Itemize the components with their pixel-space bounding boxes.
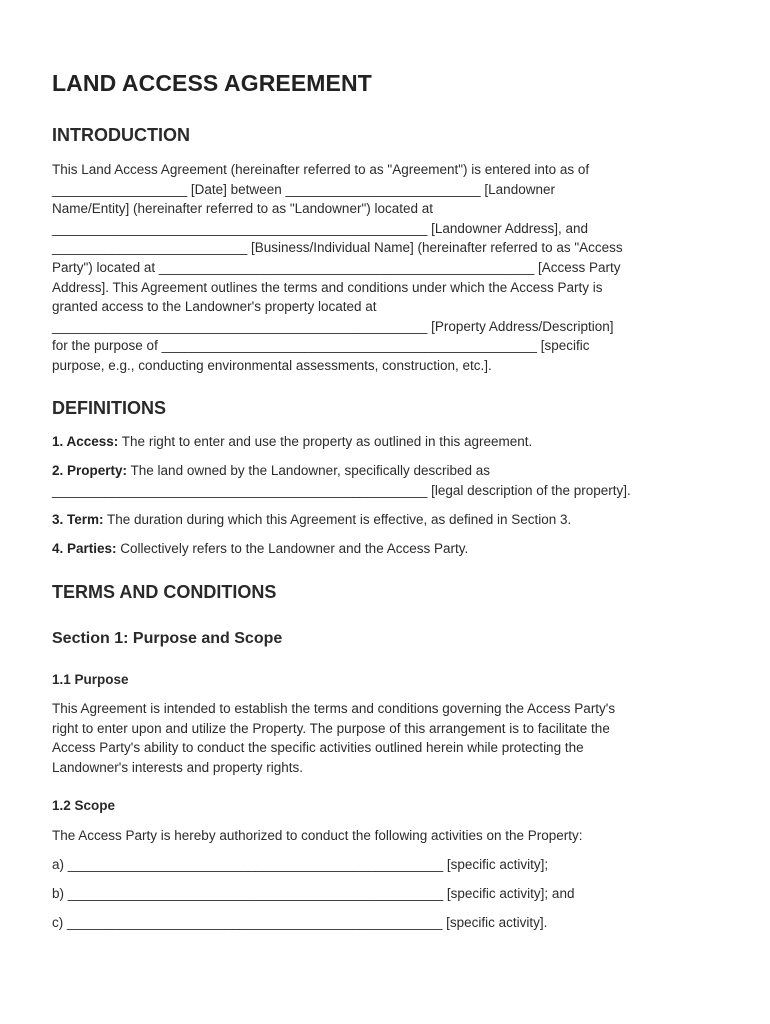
purpose-heading: 1.1 Purpose bbox=[52, 672, 129, 687]
definition-text: The land owned by the Landowner, specifically described as bbox=[127, 463, 491, 478]
document-title: LAND ACCESS AGREEMENT bbox=[52, 70, 372, 96]
intro-line: __________________________ [Business/Individual Name] (hereinafter referred to as "Access bbox=[52, 240, 623, 256]
scope-item-b: b) __________________________________________________ [specific activity]; and bbox=[52, 886, 575, 901]
definition-term: 4. Parties: bbox=[52, 541, 117, 556]
definition-text: The right to enter and use the property as outlined in this agreement. bbox=[118, 434, 533, 449]
definition-term: 3. Term: bbox=[52, 512, 104, 527]
intro-line: for the purpose of __________________________________________________ [specific bbox=[52, 338, 590, 354]
introduction-heading: INTRODUCTION bbox=[52, 125, 190, 145]
intro-line: This Land Access Agreement (hereinafter referred to as "Agreement") is entered into as of bbox=[52, 162, 590, 177]
definition-term-item bbox=[52, 510, 752, 530]
intro-line: Name/Entity] (hereinafter referred to as "Landowner") located at bbox=[52, 201, 434, 217]
definition-access bbox=[52, 432, 752, 452]
definition-text-continued: __________________________________________________ [legal description of the property]. bbox=[52, 482, 631, 498]
section-1-heading: Section 1: Purpose and Scope bbox=[52, 630, 283, 647]
purpose-line: Landowner's interests and property rights. bbox=[52, 759, 303, 775]
definition-property bbox=[52, 461, 752, 500]
intro-line: __________________ [Date] between __________________________ [Landowner bbox=[52, 181, 555, 197]
definition-term: 2. Property: bbox=[52, 463, 128, 478]
definition-parties bbox=[52, 539, 752, 559]
purpose-line: right to enter upon and utilize the Property. The purpose of this arrangement is to facilitate the bbox=[52, 720, 610, 736]
scope-heading: 1.2 Scope bbox=[52, 798, 116, 813]
intro-line: granted access to the Landowner's property located at bbox=[52, 299, 377, 315]
terms-heading: TERMS AND CONDITIONS bbox=[52, 582, 277, 602]
purpose-line: This Agreement is intended to establish the terms and conditions governing the Access Party's bbox=[52, 701, 616, 716]
scope-intro: The Access Party is hereby authorized to conduct the following activities on the Property: bbox=[52, 828, 583, 843]
purpose-paragraph bbox=[52, 699, 732, 777]
scope-item-c: c) __________________________________________________ [specific activity]. bbox=[52, 915, 548, 930]
purpose-line: Access Party's ability to conduct the specific activities outlined herein while protecting the bbox=[52, 740, 584, 756]
scope-item-a: a) __________________________________________________ [specific activity]; bbox=[52, 857, 549, 872]
definition-text: The duration during which this Agreement is effective, as defined in Section 3. bbox=[103, 512, 572, 527]
intro-line: __________________________________________________ [Landowner Address], and bbox=[52, 220, 589, 236]
intro-line: __________________________________________________ [Property Address/Description] bbox=[52, 318, 614, 334]
definition-term: 1. Access: bbox=[52, 434, 119, 449]
introduction-paragraph bbox=[52, 160, 732, 376]
definitions-heading: DEFINITIONS bbox=[52, 398, 167, 418]
intro-line: purpose, e.g., conducting environmental assessments, construction, etc.]. bbox=[52, 357, 492, 373]
intro-line: Party") located at __________________________________________________ [Access Party bbox=[52, 259, 621, 275]
definition-text: Collectively refers to the Landowner and the Access Party. bbox=[116, 541, 469, 556]
intro-line: Address]. This Agreement outlines the terms and conditions under which the Access Party is bbox=[52, 279, 603, 295]
